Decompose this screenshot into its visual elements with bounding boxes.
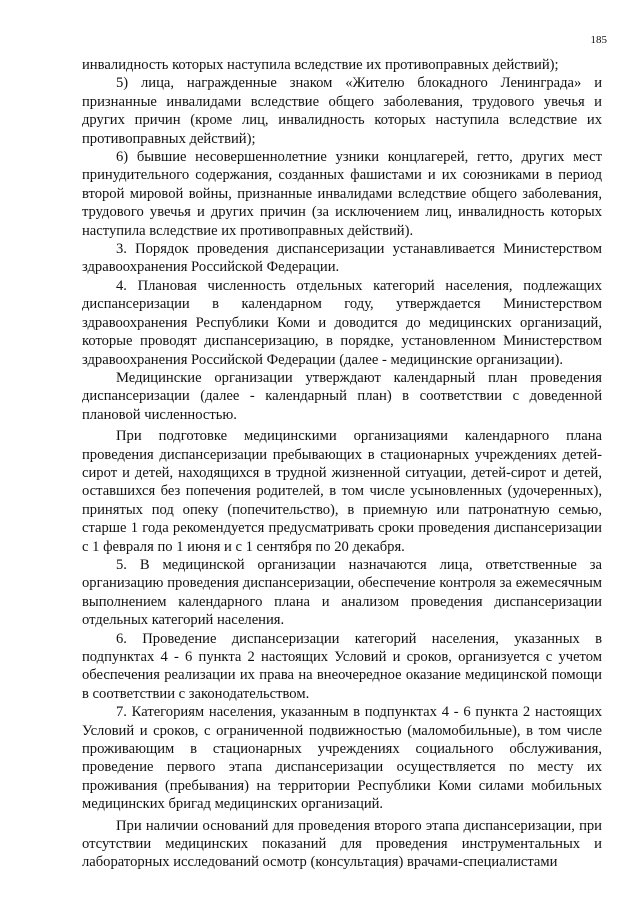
- page-number: 185: [590, 34, 607, 46]
- paragraph-item-5: 5) лица, награжденные знаком «Жителю блокадного Ленинграда» и признанные инвалидами вследствие общего заболевания, трудового увечья и других причин (кроме лиц, инвалидность которых наступила вследствие их противоправных действий);: [82, 75, 602, 147]
- body-text: [82, 56, 602, 872]
- paragraph-item-6: 6) бывшие несовершеннолетние узники концлагерей, гетто, других мест принудительного содержания, созданных фашистами и их союзниками в период второй мировой войны, признанные инвалидами вследствие общего заболевания, трудового увечья и других причин (за исключением лиц, инвалидность которых наступила вследствие их противоправных действий).: [82, 149, 602, 239]
- paragraph-section-7: 7. Категориям населения, указанным в подпунктах 4 - 6 пункта 2 настоящих Условий и сроков, с ограниченной подвижностью (маломобильные), в том числе проживающим в стационарных учреждениях социального обслуживания, проведение первого этапа диспансеризации осуществляется по месту их проживания (пребывания) на территории Республики Коми силами мобильных медицинских бригад медицинских организаций.: [82, 704, 602, 813]
- paragraph-continuation: инвалидность которых наступила вследствие их противоправных действий);: [82, 57, 559, 73]
- paragraph-second-stage: При наличии оснований для проведения второго этапа диспансеризации, при отсутствии медицинских показаний для проведения инструментальных и лабораторных исследований осмотр (консультация) врачами-специалистами: [82, 817, 602, 871]
- paragraph-orphans-schedule: При подготовке медицинскими организациями календарного плана проведения диспансеризации пребывающих в стационарных учреждениях детей-сирот и детей, находящихся в трудной жизненной ситуации, детей-сирот и детей, оставшихся без попечения родителей, в том числе усыновленных (удочеренных), принятых под опеку (попечительство), в приемную или патронатную семью, старше 1 года рекомендуется предусматривать сроки проведения диспансеризации с 1 февраля по 1 июня и с 1 сентября по 20 декабря.: [82, 428, 602, 555]
- paragraph-section-6: 6. Проведение диспансеризации категорий населения, указанных в подпунктах 4 - 6 пункта 2 настоящих Условий и сроков, организуется с учетом обеспечения реализации их права на внеочередное оказание медицинской помощи в соответствии с законодательством.: [82, 630, 602, 702]
- paragraph-section-3: 3. Порядок проведения диспансеризации устанавливается Министерством здравоохранения Российской Федерации.: [82, 241, 602, 276]
- paragraph-section-4: 4. Плановая численность отдельных категорий населения, подлежащих диспансеризации в календарном году, утверждается Министерством здравоохранения Республики Коми и доводится до медицинских организаций, которые проводят диспансеризацию, в порядке, установленном Министерством здравоохранения Российской Федерации (далее - медицинские организации).: [82, 277, 602, 368]
- paragraph-section-5: 5. В медицинской организации назначаются лица, ответственные за организацию проведения диспансеризации, обеспечение контроля за ежемесячным выполнением календарного плана и анализом проведения диспансеризации отдельных категорий населения.: [82, 556, 602, 629]
- paragraph-calendar-plan: Медицинские организации утверждают календарный план проведения диспансеризации (далее - календарный план) в соответствии с доведенной плановой численностью.: [82, 369, 602, 423]
